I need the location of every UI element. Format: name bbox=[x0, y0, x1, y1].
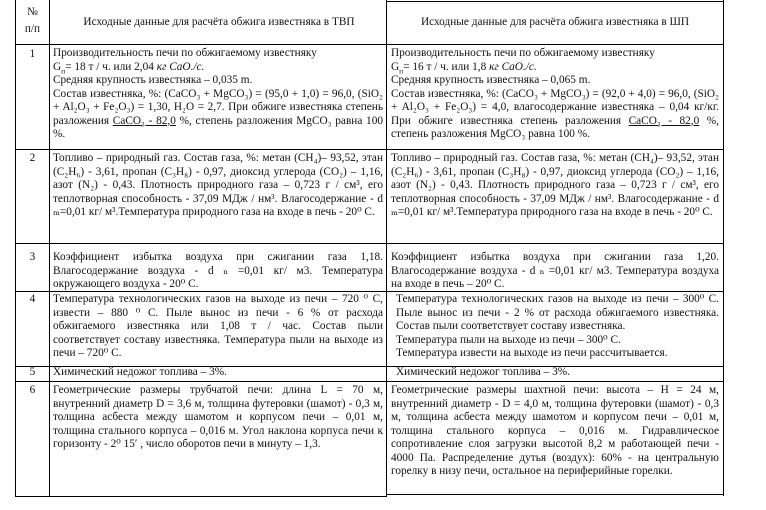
composition-text: Состав известняка, %: (CaCO₃ + MgCO₃) = (95,0 + 1,0) = 96,0, (SiO₂ + Al₂O₃ + Fe₂O₃) = 1,30, H₂O = 2,7. При обжиге известняка степень разложения bbox=[53, 87, 383, 127]
row-number: 3 bbox=[29, 251, 36, 263]
gp-sub: п bbox=[399, 65, 404, 75]
shp-gp bbox=[391, 61, 719, 75]
tvp-gp bbox=[53, 61, 383, 75]
gp-symbol: G bbox=[53, 60, 62, 73]
row-number: 4 bbox=[29, 293, 36, 305]
gp-unit: кг CaO./с. bbox=[489, 60, 537, 73]
composition-end: %, степень разложения MgCO₃ равна 100 %. bbox=[391, 114, 719, 140]
row-divider bbox=[15, 243, 724, 244]
header-num-pp: п/п bbox=[24, 23, 41, 35]
row-2-tvp-cell: Топливо – природный газ. Состав газа, %: метан (CH₄)– 93,52, этан (C₂H₆) - 3,61, пропан (C₃H₈) - 0,97, диоксид углерода (CO₂) – 1,16, азот (N₂) - 0,43. Плотность природного газа – 0,723 г / см³, его теплотворная способность - 37,09 МДж / нм³. Влагосодержание - d ₘ=0,01 кг/ м³.Температура природного газа на входе в печь - 20⁰ С. bbox=[53, 152, 383, 218]
row-4-tvp-cell: Температура технологических газов на выходе из печи – 720 ⁰ С, извести – 880 ⁰ С. Пыле вынос из печи - 6 % от расхода обжигаемого известняка или 1,08 т / час. Состав пыли соответствует составу известняка. Температура пыли на выходе из печи – 720⁰ С. bbox=[53, 293, 383, 359]
shp-productivity: Производительность печи по обжигаемому известняку bbox=[391, 47, 655, 59]
row-6-tvp-cell: Геометрические размеры трубчатой печи: длина L = 70 м, внутренний диаметр D = 3,6 м, толщина футеровки (шамот) - 0,3 м, толщина асбеста между шамотом и корпусом печи – 0,01 м, толщина стального корпуса – 0,016 м. Угол наклона корпуса печи к горизонту - 2⁰ 15′ , число оборотов печи в минуту – 1,3. bbox=[53, 384, 383, 450]
decomposition-caco3: CaCO₃ - 82,0 bbox=[112, 114, 176, 127]
table-border-bottom bbox=[15, 496, 387, 497]
table-border-bottom bbox=[386, 494, 724, 495]
shp-composition bbox=[391, 88, 719, 142]
shp-lime-temp: Температура извести на выходе из печи рассчитывается. bbox=[396, 347, 668, 359]
shp-size: Средняя крупность известняка – 0,065 m. bbox=[391, 74, 591, 86]
row-4-shp-cell bbox=[396, 293, 719, 361]
header-col-tvp: Исходные данные для расчёта обжига известняка в ТВП bbox=[83, 16, 355, 28]
row-1-shp-cell bbox=[391, 47, 719, 142]
header-num-symbol: № bbox=[27, 6, 38, 18]
decomposition-caco3: CaCO₃ - 82,0 bbox=[628, 114, 700, 127]
row-divider bbox=[15, 381, 724, 382]
tvp-composition bbox=[53, 88, 383, 142]
row-number: 2 bbox=[29, 152, 36, 164]
row-number: 6 bbox=[29, 384, 36, 396]
header-col-shp: Исходные данные для расчёта обжига известняка в ШП bbox=[420, 16, 690, 28]
table-border-right bbox=[723, 0, 724, 496]
row-number: 1 bbox=[29, 48, 36, 60]
gp-symbol: G bbox=[391, 60, 400, 73]
shp-dust-temp: Температура пыли на выходе из печи – 300⁰ С. bbox=[396, 333, 621, 346]
row-1-tvp-cell bbox=[53, 47, 383, 142]
shp-gas-temp: Температура технологических газов на выходе из печи – 300⁰ С. Пыле вынос из печи - 2 % от расхода обжигаемого известняка. Состав пыли соответствует составу известняка. bbox=[396, 293, 719, 332]
row-divider bbox=[386, 1, 724, 2]
row-5-shp-cell: Химический недожог топлива – 3%. bbox=[396, 366, 570, 378]
tvp-productivity: Производительность печи по обжигаемому известняку bbox=[53, 47, 317, 59]
row-6-shp-cell: Геометрические размеры шахтной печи: высота – H = 24 м, внутренний диаметр - D = 4,0 м, толщина футеровки (шамот) - 0,3 м, толщина асбеста между шамотом и корпусом печи – 0,01 м, толщина стального корпуса – 0,016 м. Гидравлическое сопротивление слоя загрузки высотой 8,2 м работающей печи - 4000 Па. Распределение дутья (воздух): 60% - на центральную горелку в низу печи, остальное на периферийные горелки. bbox=[391, 384, 719, 477]
tvp-size: Средняя крупность известняка – 0,035 m. bbox=[53, 74, 253, 86]
col-divider-mid bbox=[386, 0, 387, 497]
row-number: 5 bbox=[29, 366, 36, 378]
table-border-left bbox=[15, 0, 16, 497]
composition-end: %, степень разложения MgCO₃ равна 100 %. bbox=[53, 114, 383, 140]
gp-value: = 18 т / ч. или 2,04 bbox=[65, 60, 157, 73]
row-2-shp-cell: Топливо – природный газ. Состав газа, %: метан (CH₄)– 93,52, этан (C₂H₆) - 3,61, пропан (C₃H₈) - 0,97, диоксид углерода (CO₂) – 1,16, азот (N₂) - 0,43. Плотность природного газа – 0,723 г / см³, его теплотворная способность - 37,09 МДж / нм³. Влагосодержание - d ₘ=0,01 кг/ м³.Температура природного газа на входе в печь - 20⁰ С. bbox=[391, 152, 719, 218]
composition-text: Состав известняка, %: (CaCO₃ + MgCO₃) = (92,0 + 4,0) = 96,0, (SiO₂ + Al₂O₃ + Fe₂O₃) = 4,0, влагосодержание известняка – 0,04 кг/кг. При обжиге известняка степень разложения bbox=[391, 87, 719, 127]
row-divider bbox=[15, 44, 724, 45]
gp-sub: п bbox=[61, 65, 66, 75]
row-3-tvp-cell: Коэффициент избытка воздуха при сжигании газа 1,18. Влагосодержание воздуха - d ₙ =0,01 кг/ м3. Температура окружающего воздуха - 20⁰ С. bbox=[53, 251, 383, 290]
row-divider bbox=[15, 149, 724, 150]
col-divider-num bbox=[49, 0, 50, 497]
gp-value: = 16 т / ч. или 1,8 bbox=[403, 60, 490, 73]
header-num bbox=[16, 4, 49, 38]
row-3-shp-cell: Коэффициент избытка воздуха при сжигании газа 1,20. Влагосодержание воздуха - d ₙ =0,01 кг/ м3. Температура воздуха на входе в печь – 20⁰ С. bbox=[391, 251, 719, 290]
row-5-tvp-cell: Химический недожог топлива – 3%. bbox=[53, 366, 227, 378]
gp-unit: кг CaO./с. bbox=[156, 60, 205, 73]
